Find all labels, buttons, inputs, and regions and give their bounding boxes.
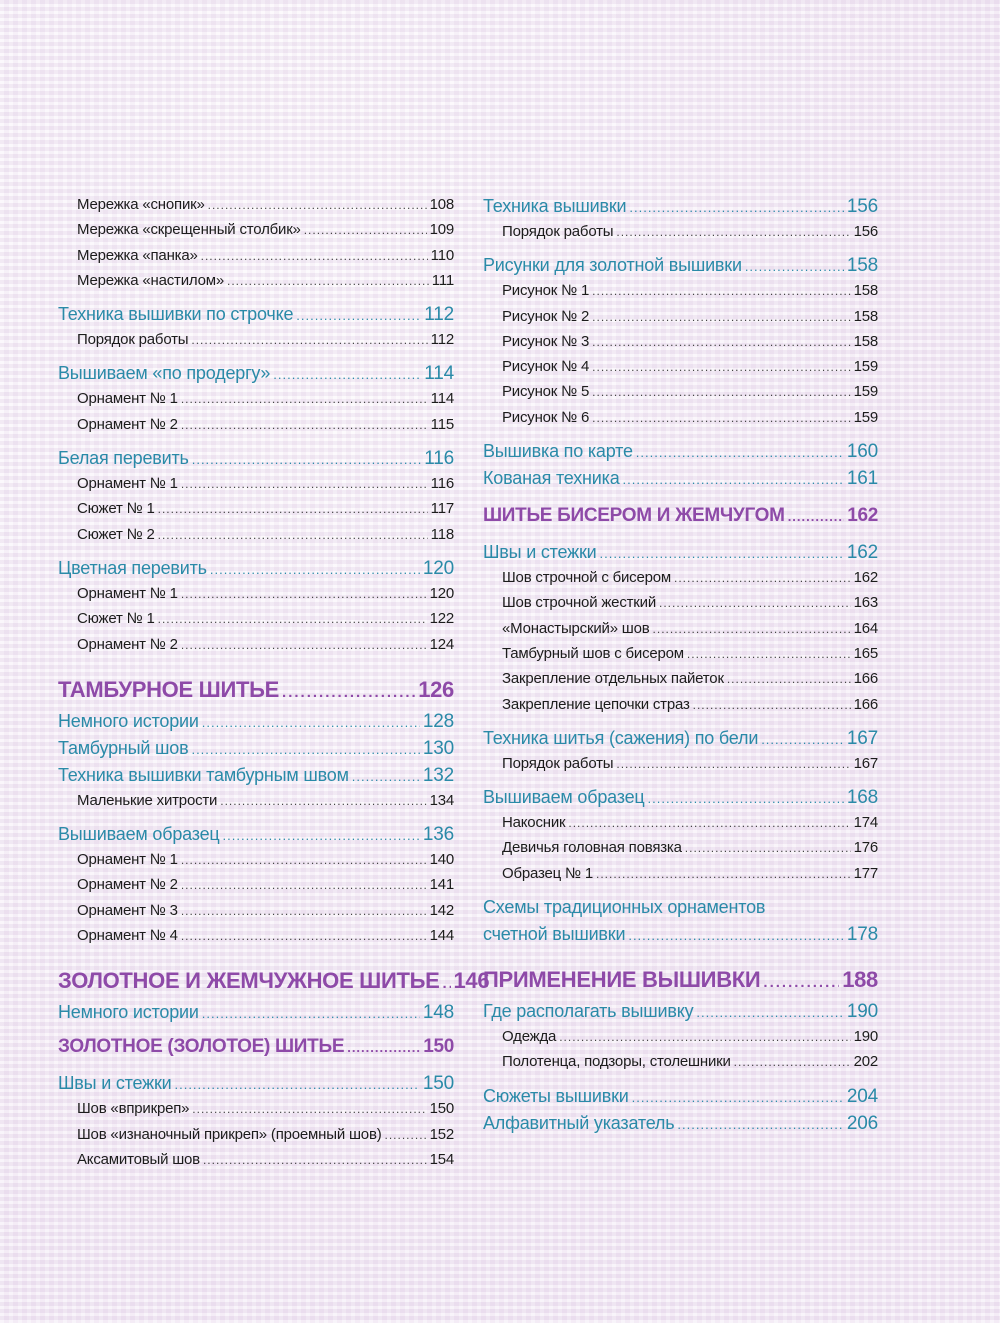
dot-leader [596,867,851,881]
entry-page: 158 [853,307,878,325]
entry-page: 176 [853,839,878,857]
entry-page: 154 [429,1150,454,1168]
toc-subchapter[interactable] [58,1036,454,1066]
entry-title: Сюжет № 1 [77,500,155,518]
toc-chapter[interactable] [483,967,878,1001]
dot-leader [763,974,839,991]
dot-leader [227,274,429,288]
section-title: Швы и стежки [483,542,597,563]
section-page: 206 [846,1112,878,1134]
section-title: Техника вышивки [483,196,627,216]
entry-title: Шов «изнаночный прикреп» (проемный шов) [77,1125,382,1143]
dot-leader [616,225,850,239]
chapter-page: 188 [842,967,878,993]
entry-page: 174 [853,814,878,832]
entry-title: Одежда [502,1028,557,1046]
dot-leader [628,928,844,943]
entry-page: 124 [429,635,454,653]
section-page: 167 [846,727,878,749]
entry-page: 134 [429,791,454,809]
toc-section[interactable] [483,468,878,495]
section-page: 128 [422,710,454,732]
entry-title: Накосник [502,814,566,832]
entry-page: 112 [430,331,454,349]
dot-leader [203,1153,427,1167]
dot-leader [210,562,420,577]
dot-leader [208,198,427,212]
dot-leader [201,249,428,263]
chapter-page: 126 [418,676,454,702]
toc-entry[interactable] [483,333,878,358]
dot-leader [443,975,451,992]
entry-title: Орнамент № 3 [77,901,178,919]
section-title: Немного истории [58,1002,199,1023]
toc-entry[interactable] [58,196,454,221]
section-title: Тамбурный шов [58,737,189,758]
toc-section[interactable] [483,196,878,223]
toc-entry[interactable] [58,500,454,525]
section-title: Техника шитья (сажения) по бели [483,727,759,748]
dot-leader [592,310,850,324]
entry-page: 164 [853,619,878,637]
toc-entry[interactable] [58,927,454,952]
toc-entry[interactable] [483,620,878,645]
dot-leader [158,528,428,542]
dot-leader [181,477,428,491]
toc-section[interactable] [58,558,454,585]
entry-title: Рисунок № 2 [502,307,590,325]
toc-entry[interactable] [58,585,454,610]
section-page: 162 [846,542,878,564]
entry-page: 152 [429,1125,454,1143]
entry-title: Орнамент № 1 [77,584,178,602]
section-title: Вышиваем «по продергу» [58,363,271,384]
toc-section[interactable] [58,765,454,792]
toc-entry[interactable] [58,247,454,272]
toc-section[interactable] [483,924,878,951]
toc-entry[interactable] [483,308,878,333]
dot-leader [192,1102,426,1116]
section-title-line1: Схемы традиционных орнаментов [483,897,766,918]
dot-leader [385,1128,427,1142]
toc-section[interactable] [483,1001,878,1028]
entry-page: 167 [853,754,878,772]
dot-leader [181,392,428,406]
dot-leader [693,698,851,712]
toc-section[interactable] [483,1086,878,1113]
dot-leader [192,452,422,467]
subchapter-title: ЗОЛОТНОЕ (ЗОЛОТОЕ) ШИТЬЕ [58,1036,345,1058]
dot-leader [616,757,850,771]
dot-leader [223,828,420,843]
dot-leader [181,587,427,601]
entry-page: 144 [429,927,454,945]
entry-title: Мережка «скрещенный столбик» [77,221,301,239]
entry-page: 122 [429,610,454,628]
toc-entry[interactable] [58,851,454,876]
dot-leader [592,335,850,349]
entry-title: Сюжет № 1 [77,610,155,628]
toc-section-line1 [483,897,878,924]
toc-entry[interactable] [483,569,878,594]
section-page: 160 [846,441,878,463]
dot-leader [592,411,850,425]
dot-leader [158,612,427,626]
entry-page: 108 [429,196,454,213]
dot-leader [174,1077,419,1092]
entry-page: 158 [853,332,878,350]
toc-entry[interactable] [58,902,454,927]
dot-leader [632,1090,844,1105]
dot-leader [202,715,420,730]
toc-chapter[interactable] [58,677,454,711]
toc-entry[interactable] [58,526,454,551]
dot-leader [181,853,427,867]
section-page: 204 [846,1085,878,1107]
section-title: Белая перевить [58,448,189,469]
toc-entry[interactable] [483,755,878,780]
entry-page: 115 [430,415,454,433]
dot-leader [220,794,426,808]
toc-subchapter[interactable] [483,505,878,535]
entry-page: 114 [430,390,454,408]
dot-leader [296,308,421,323]
chapter-title: ПРИМЕНЕНИЕ ВЫШИВКИ [483,967,761,993]
dot-leader [568,816,850,830]
toc-entry[interactable] [483,839,878,864]
section-title: Вышивка по карте [483,441,633,462]
section-title: Где располагать вышивку [483,1001,694,1022]
toc-entry[interactable] [483,1028,878,1053]
entry-title: Орнамент № 1 [77,390,178,408]
section-page: 178 [846,924,878,946]
entry-title: Полотенца, подзоры, столешники [502,1053,731,1071]
dot-leader [273,367,421,382]
dot-leader [674,571,851,585]
entry-title: Орнамент № 2 [77,635,178,653]
entry-page: 159 [853,408,878,426]
toc-entry[interactable] [483,670,878,695]
dot-leader [687,647,851,661]
dot-leader [181,638,427,652]
section-title: Кованая техника [483,468,620,489]
entry-title: Рисунок № 1 [502,282,590,300]
section-page: 158 [846,255,878,277]
toc-entry[interactable] [483,223,878,248]
dot-leader [592,284,850,298]
dot-leader [659,596,851,610]
dot-leader [745,259,844,274]
toc-entry[interactable] [483,409,878,434]
entry-title: Мережка «снопик» [77,196,205,213]
section-page: 116 [424,448,454,470]
section-page: 156 [846,196,878,217]
entry-title: Рисунок № 6 [502,408,590,426]
section-title: счетной вышивки [483,924,626,945]
toc-entry[interactable] [483,383,878,408]
entry-title: Аксамитовый шов [77,1150,200,1168]
toc-entry[interactable] [483,1053,878,1078]
entry-title: Рисунок № 3 [502,332,590,350]
dot-leader [788,509,845,524]
dot-leader [202,1006,420,1021]
section-title: Немного истории [58,710,199,731]
toc-entry[interactable] [58,1151,454,1176]
entry-page: 163 [853,594,878,612]
entry-title: Сюжет № 2 [77,525,155,543]
entry-page: 165 [853,644,878,662]
toc-entry[interactable] [483,358,878,383]
dot-leader [648,791,844,806]
section-page: 114 [424,363,454,385]
entry-title: Орнамент № 2 [77,415,178,433]
entry-title: Шов «вприкреп» [77,1100,190,1118]
dot-leader [181,418,428,432]
toc-entry[interactable] [58,1100,454,1125]
toc-section[interactable] [483,441,878,468]
section-page: 168 [846,787,878,809]
section-title: Вышиваем образец [58,824,220,845]
toc-section[interactable] [483,255,878,282]
entry-title: Мережка «панка» [77,246,198,264]
dot-leader [181,904,427,918]
dot-leader [158,502,428,516]
dot-leader [629,200,844,215]
entry-page: 142 [429,901,454,919]
entry-title: Орнамент № 1 [77,851,178,869]
toc-entry[interactable] [483,696,878,721]
toc-section[interactable] [58,1073,454,1100]
toc-section[interactable] [58,448,454,475]
entry-page: 118 [430,525,454,543]
entry-title: Рисунок № 5 [502,383,590,401]
dot-leader [685,841,851,855]
chapter-title: ЗОЛОТНОЕ И ЖЕМЧУЖНОЕ ШИТЬЕ [58,968,440,994]
toc-entry[interactable] [483,594,878,619]
section-page: 112 [424,304,454,326]
toc-chapter[interactable] [58,968,490,1002]
dot-leader [191,333,427,347]
entry-page: 110 [430,246,454,264]
entry-title: Образец № 1 [502,864,593,882]
entry-page: 141 [429,876,454,894]
toc-entry[interactable] [58,636,454,661]
toc-entry[interactable] [58,272,454,297]
entry-title: Порядок работы [502,754,614,772]
subchapter-page: 162 [847,505,878,527]
section-page: 161 [846,468,878,490]
section-page: 148 [422,1002,454,1024]
toc-entry[interactable] [58,416,454,441]
section-title: Техника вышивки тамбурным швом [58,764,349,785]
entry-page: 109 [429,221,454,239]
entry-page: 202 [853,1053,878,1071]
entry-page: 159 [853,358,878,376]
entry-page: 140 [429,851,454,869]
dot-leader [653,622,851,636]
toc-section[interactable] [483,728,878,755]
toc-section[interactable] [58,304,454,331]
section-page: 190 [846,1001,878,1023]
toc-section[interactable] [58,1002,454,1029]
toc-section[interactable] [483,1113,878,1140]
toc-entry[interactable] [483,645,878,670]
toc-right-column [483,196,878,1140]
section-title: Швы и стежки [58,1073,172,1094]
entry-title: Мережка «настилом» [77,271,224,289]
entry-title: Порядок работы [77,331,189,349]
entry-page: 166 [853,695,878,713]
entry-page: 166 [853,670,878,688]
entry-page: 111 [431,271,454,289]
toc-entry[interactable] [58,221,454,246]
dot-leader [347,1040,420,1055]
entry-page: 190 [853,1028,878,1046]
dot-leader [761,732,844,747]
section-page: 130 [422,737,454,759]
entry-page: 177 [853,864,878,882]
entry-title: Маленькие хитрости [77,791,218,809]
chapter-title: ТАМБУРНОЕ ШИТЬЕ [58,676,280,702]
section-title: Сюжеты вышивки [483,1085,629,1106]
toc-entry[interactable] [58,475,454,500]
section-title: Вышиваем образец [483,787,645,808]
entry-page: 158 [853,282,878,300]
dot-leader [592,385,850,399]
dot-leader [623,472,844,487]
dot-leader [304,223,427,237]
dot-leader [592,360,850,374]
chapter-page: 146 [453,968,490,994]
entry-title: Закрепление цепочки страз [502,695,690,713]
dot-leader [599,546,843,561]
toc-section[interactable] [58,711,454,738]
section-title: Алфавитный указатель [483,1112,675,1133]
entry-title: Орнамент № 4 [77,927,178,945]
toc-entry[interactable] [483,865,878,890]
entry-page: 150 [429,1100,454,1118]
entry-page: 116 [430,475,454,493]
entry-title: Орнамент № 1 [77,475,178,493]
entry-title: Орнамент № 2 [77,876,178,894]
toc-entry[interactable] [58,610,454,635]
entry-page: 162 [853,569,878,587]
dot-leader [191,742,419,757]
toc-entry[interactable] [58,390,454,415]
entry-page: 159 [853,383,878,401]
toc-entry[interactable] [58,1126,454,1151]
toc-entry[interactable] [483,814,878,839]
section-page: 136 [422,824,454,846]
section-page: 132 [422,764,454,786]
section-page: 120 [422,557,454,579]
dot-leader [181,878,427,892]
dot-leader [636,445,844,460]
toc-section[interactable] [58,363,454,390]
dot-leader [181,929,427,943]
toc-left-column [58,196,490,1176]
subchapter-title: ШИТЬЕ БИСЕРОМ И ЖЕМЧУГОМ [483,505,785,527]
toc-entry[interactable] [483,282,878,307]
entry-title: Порядок работы [502,223,614,240]
section-title: Цветная перевить [58,557,207,578]
entry-page: 156 [853,223,878,240]
entry-title: Закрепление отдельных пайеток [502,670,724,688]
dot-leader [696,1005,843,1020]
dot-leader [727,672,851,686]
dot-leader [559,1030,850,1044]
entry-title: Шов строчной жесткий [502,594,657,612]
entry-title: Шов строчной с бисером [502,569,672,587]
toc-entry[interactable] [58,792,454,817]
entry-title: «Монастырский» шов [502,619,650,637]
dot-leader [282,684,415,701]
entry-title: Рисунок № 4 [502,358,590,376]
section-title: Рисунки для золотной вышивки [483,255,742,276]
toc-section[interactable] [58,824,454,851]
section-title: Техника вышивки по строчке [58,304,294,325]
entry-title: Тамбурный шов с бисером [502,644,684,662]
toc-section[interactable] [483,542,878,569]
toc-entry[interactable] [58,876,454,901]
toc-entry[interactable] [58,331,454,356]
toc-section[interactable] [483,787,878,814]
toc-section[interactable] [58,738,454,765]
dot-leader [734,1055,851,1069]
dot-leader [677,1117,843,1132]
entry-page: 117 [430,500,454,518]
subchapter-page: 150 [423,1036,454,1058]
section-page: 150 [422,1073,454,1095]
entry-page: 120 [429,584,454,602]
entry-title: Девичья головная повязка [502,839,682,857]
dot-leader [352,769,420,784]
